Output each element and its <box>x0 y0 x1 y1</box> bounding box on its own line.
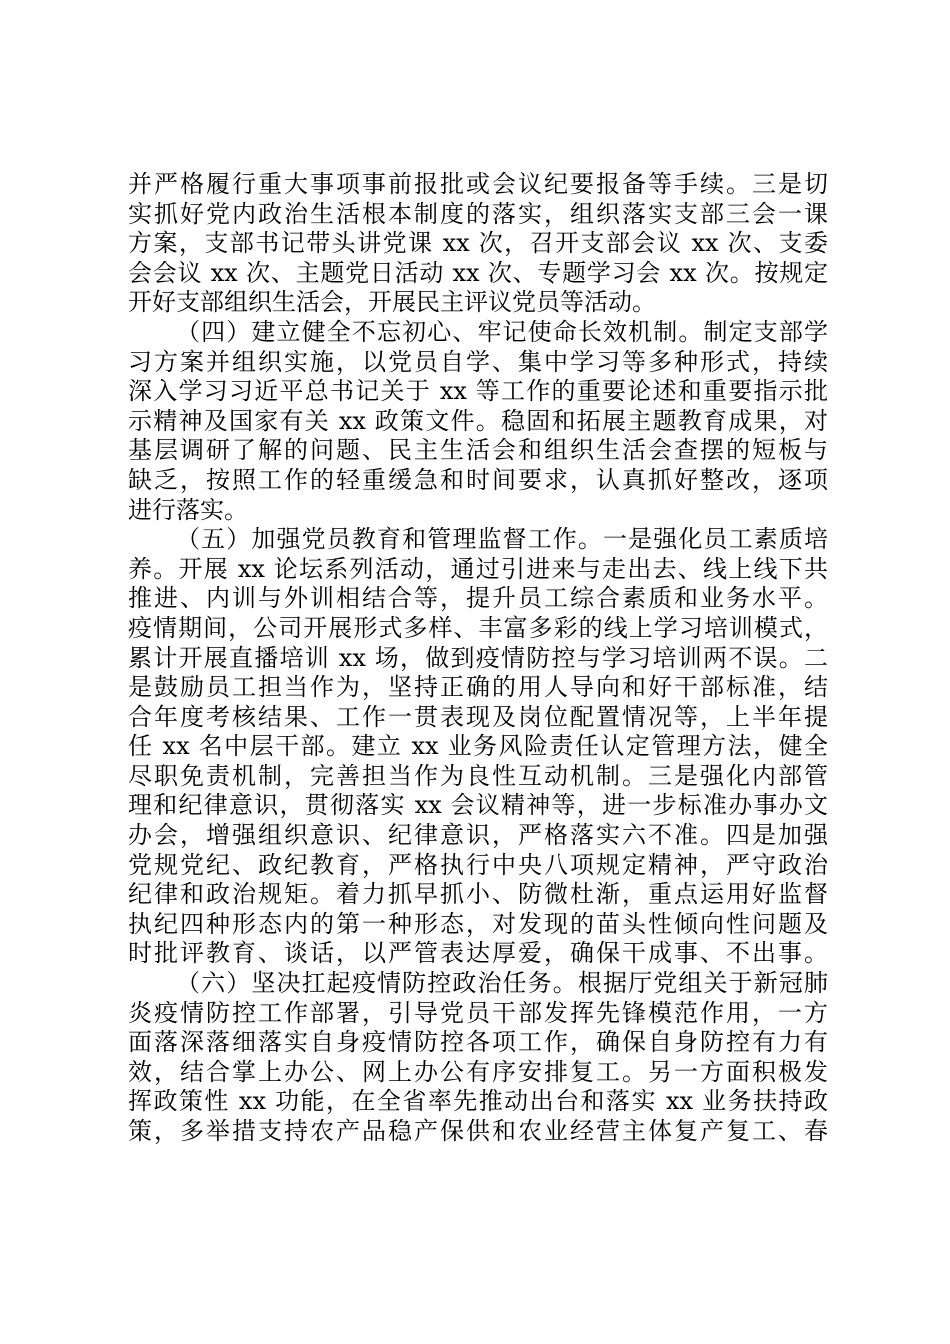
section-heading-line: （四）建立健全不忘初心、牢记使命长效机制。制定支部学 <box>176 317 828 346</box>
text-line: 面落深落细落实自身疫情防控各项工作，确保自身防控有力有 <box>128 1028 828 1057</box>
text-line: 缺乏，按照工作的轻重缓急和时间要求，认真抓好整改，逐项 <box>128 465 828 494</box>
text-line: 会会议 xx 次、主题党日活动 xx 次、专题学习会 xx 次。按规定 <box>128 258 828 287</box>
text-line: 策，多举措支持农产品稳产保供和农业经营主体复产复工、春 <box>128 1117 828 1145</box>
text-line: 推进、内训与外训相结合等，提升员工综合素质和业务水平。 <box>128 584 828 613</box>
text-line: 养。开展 xx 论坛系列活动，通过引进来与走出去、线上线下共 <box>128 554 828 583</box>
paragraph-branch-life <box>128 170 828 318</box>
text-line: 累计开展直播培训 xx 场，做到疫情防控与学习培训两不误。二 <box>128 643 828 672</box>
document-body <box>128 170 828 1147</box>
paragraph-section-4 <box>128 318 828 525</box>
text-line: 方案，支部书记带头讲党课 xx 次，召开支部会议 xx 次、支委 <box>128 229 828 258</box>
text-line: 疫情期间，公司开展形式多样、丰富多彩的线上学习培训模式， <box>128 613 828 642</box>
text-line: 理和纪律意识，贯彻落实 xx 会议精神等，进一步标准办事办文 <box>128 791 828 820</box>
text-line: 任 xx 名中层干部。建立 xx 业务风险责任认定管理方法，健全 <box>128 732 828 761</box>
text-line: 实抓好党内政治生活根本制度的落实，组织落实支部三会一课 <box>128 199 828 228</box>
text-line: 执纪四种形态内的第一种形态，对发现的苗头性倾向性问题及 <box>128 909 828 938</box>
text-line: 示精神及国家有关 xx 政策文件。稳固和拓展主题教育成果，对 <box>128 406 828 435</box>
text-line: 进行落实。 <box>128 495 248 524</box>
text-line: 是鼓励员工担当作为，坚持正确的用人导向和好干部标准，结 <box>128 673 828 702</box>
text-line: 纪律和政治规矩。着力抓早抓小、防微杜渐，重点运用好监督 <box>128 880 828 909</box>
text-line: 时批评教育、谈话，以严管表达厚爱，确保干成事、不出事。 <box>128 939 828 968</box>
text-line: 效，结合掌上办公、网上办公有序安排复工。另一方面积极发 <box>128 1057 828 1086</box>
paragraph-section-6 <box>128 969 828 1147</box>
text-line: 办会，增强组织意识、纪律意识，严格落实六不准。四是加强 <box>128 821 828 850</box>
text-line: 尽职免责机制，完善担当作为良性互动机制。三是强化内部管 <box>128 761 828 790</box>
section-heading-line: （六）坚决扛起疫情防控政治任务。根据厅党组关于新冠肺 <box>176 969 828 998</box>
text-line: 习方案并组织实施，以党员自学、集中学习等多种形式，持续 <box>128 347 828 376</box>
text-line: 深入学习习近平总书记关于 xx 等工作的重要论述和重要指示批 <box>128 377 828 406</box>
text-line: 基层调研了解的问题、民主生活会和组织生活会查摆的短板与 <box>128 436 828 465</box>
text-line: 炎疫情防控工作部署，引导党员干部发挥先锋模范作用，一方 <box>128 998 828 1027</box>
text-line: 开好支部组织生活会，开展民主评议党员等活动。 <box>128 288 656 317</box>
text-line: 合年度考核结果、工作一贯表现及岗位配置情况等，上半年提 <box>128 702 828 731</box>
section-heading-line: （五）加强党员教育和管理监督工作。一是强化员工素质培 <box>176 525 828 554</box>
text-line: 挥政策性 xx 功能，在全省率先推动出台和落实 xx 业务扶持政 <box>128 1087 828 1116</box>
paragraph-section-5 <box>128 525 828 969</box>
text-line: 并严格履行重大事项事前报批或会议纪要报备等手续。三是切 <box>128 170 828 198</box>
text-line: 党规党纪、政纪教育，严格执行中央八项规定精神，严守政治 <box>128 850 828 879</box>
